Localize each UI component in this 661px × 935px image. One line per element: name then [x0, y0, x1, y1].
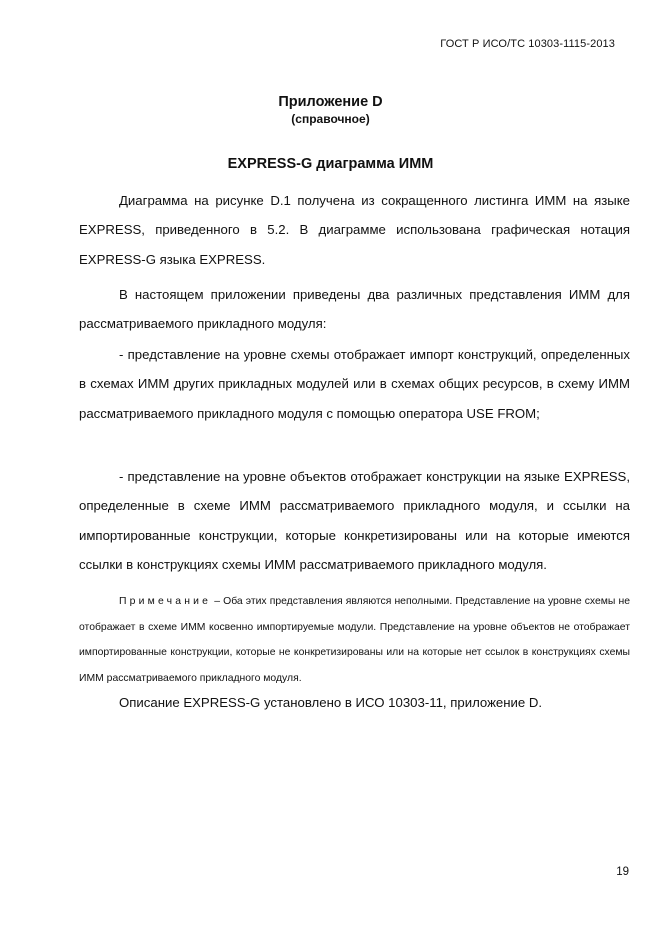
paragraph-diagram-source	[79, 186, 630, 274]
note-dash: –	[211, 596, 224, 607]
appendix-title: Приложение D	[278, 94, 383, 110]
paragraph-closing	[79, 688, 630, 717]
paragraph-text: Описание EXPRESS-G установлено в ИСО 10303-11, приложение D.	[119, 695, 543, 710]
list-item-entity-level	[79, 462, 630, 579]
paragraph-representations-intro	[79, 280, 630, 339]
list-item-text: - представление на уровне схемы отображает импорт конструкций, определенных в схемах ИММ других прикладных модулей или в схемах общих ресурсов, в схему ИММ рассматриваемого прикладного модуля с помощью оператора USE FROM;	[79, 347, 630, 421]
paragraph-text: Диаграмма на рисунке D.1 получена из сокращенного листинга ИММ на языке EXPRESS, приведенного в 5.2. В диаграмме использована графическая нотация EXPRESS-G языка EXPRESS.	[79, 193, 630, 267]
note-label: Примечание	[119, 596, 212, 607]
note-text: Оба этих представления являются неполными. Представление на уровне схемы не отображает в схеме ИММ косвенно импортируемые модули. Представление на уровне объектов не отображает импортированные конструкции, которые не конкретизированы или на которые нет ссылок в конструкциях схемы ИММ рассматриваемого прикладного модуля.	[79, 596, 630, 684]
page-number: 19	[616, 866, 629, 878]
appendix-subtitle: (справочное)	[291, 112, 370, 126]
list-item-schema-level	[79, 340, 630, 428]
note-block	[79, 589, 630, 691]
document-header: ГОСТ Р ИСО/ТС 10303-1115-2013	[440, 38, 615, 50]
list-item-text: - представление на уровне объектов отображает конструкции на языке EXPRESS, определенные в схеме ИММ рассматриваемого прикладного модуля, и ссылки на импортированные конструкции, которые конкретизированы или на которые имеются ссылки в конструкциях схемы ИММ рассматриваемого прикладного модуля.	[79, 469, 630, 572]
paragraph-text: В настоящем приложении приведены два различных представления ИММ для рассматриваемого прикладного модуля:	[79, 287, 630, 332]
section-title: EXPRESS-G диаграмма ИММ	[227, 156, 434, 172]
